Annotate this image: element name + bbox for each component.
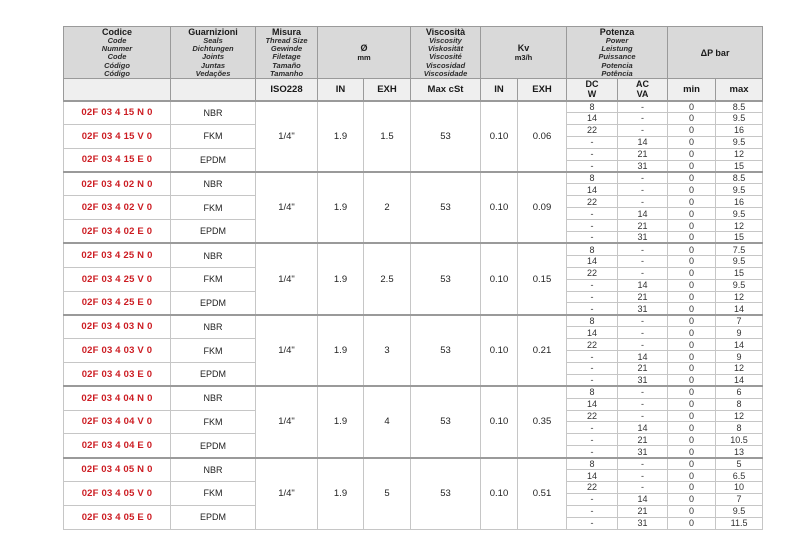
- header-lang-label: Viscosity: [429, 36, 462, 45]
- seal-material: EPDM: [171, 434, 256, 458]
- power-ac-va: -: [618, 470, 668, 482]
- subcol-header-iso228: ISO228: [256, 79, 318, 101]
- dp-min: 0: [668, 136, 716, 148]
- dp-max: 9.5: [716, 279, 763, 291]
- kv-exh: 0.09: [518, 172, 567, 243]
- dp-min: 0: [668, 374, 716, 386]
- kv-in: 0.10: [481, 386, 518, 457]
- header-unit: m3/h: [514, 53, 533, 62]
- power-dc-w: 14: [567, 327, 618, 339]
- viscosity-max-cst: 53: [411, 315, 481, 386]
- kv-in: 0.10: [481, 243, 518, 314]
- product-code: 02F 03 4 25 E 0: [64, 291, 171, 315]
- header-lang-label: Tamaño: [272, 60, 301, 70]
- power-ac-va: -: [618, 172, 668, 184]
- dp-max: 7: [716, 493, 763, 505]
- dp-min: 0: [668, 148, 716, 160]
- power-dc-w: 8: [567, 386, 618, 398]
- header-lang-label: Dichtungen: [192, 44, 234, 54]
- dp-max: 9.5: [716, 112, 763, 124]
- seal-material: NBR: [171, 243, 256, 267]
- dp-max: 9.5: [716, 505, 763, 517]
- header-row-main: [64, 27, 763, 79]
- diameter-exh: 2: [364, 172, 411, 243]
- header-lang-label: Potência: [601, 68, 633, 78]
- dp-min: 0: [668, 351, 716, 363]
- subcol-header-seals-empty: [171, 79, 256, 101]
- power-ac-va: -: [618, 243, 668, 255]
- diameter-in: 1.9: [318, 458, 364, 529]
- header-lang-label: Leistung: [601, 44, 633, 54]
- col-header-delta-p: [668, 27, 763, 79]
- dp-min: 0: [668, 112, 716, 124]
- dp-min: 0: [668, 220, 716, 232]
- header-lang-label: Gewinde: [270, 44, 303, 54]
- power-dc-w: -: [567, 446, 618, 458]
- power-dc-w: -: [567, 303, 618, 315]
- power-ac-va: -: [618, 196, 668, 208]
- header-title: ΔP bar: [700, 47, 730, 58]
- power-dc-w: -: [567, 279, 618, 291]
- power-ac-va: -: [618, 112, 668, 124]
- dp-max: 10.5: [716, 434, 763, 446]
- table-body: [64, 101, 763, 530]
- power-dc-w: 22: [567, 267, 618, 279]
- thread-size: 1/4": [256, 101, 318, 172]
- power-dc-w: -: [567, 160, 618, 172]
- power-ac-va: 21: [618, 505, 668, 517]
- subcol-header-diameter-exh: EXH: [364, 79, 411, 101]
- subcol-header-kv-in: IN: [481, 79, 518, 101]
- power-ac-va: 31: [618, 446, 668, 458]
- power-dc-w: -: [567, 517, 618, 529]
- dp-max: 7.5: [716, 243, 763, 255]
- dp-min: 0: [668, 267, 716, 279]
- power-ac-va: 31: [618, 517, 668, 529]
- diameter-in: 1.9: [318, 315, 364, 386]
- dp-min: 0: [668, 255, 716, 267]
- dp-max: 11.5: [716, 517, 763, 529]
- subcol-header-code-empty: [64, 79, 171, 101]
- header-lang-label: Potencia: [601, 60, 633, 70]
- power-ac-va: 14: [618, 493, 668, 505]
- dp-min: 0: [668, 458, 716, 470]
- seal-material: NBR: [171, 386, 256, 410]
- subcol-header-dp-min: min: [668, 79, 716, 101]
- power-dc-w: 8: [567, 243, 618, 255]
- product-code: 02F 03 4 05 N 0: [64, 458, 171, 482]
- power-ac-va: -: [618, 101, 668, 113]
- header-row-sub: [64, 79, 763, 101]
- dp-max: 9: [716, 351, 763, 363]
- power-ac-va: 14: [618, 136, 668, 148]
- power-dc-w: -: [567, 231, 618, 243]
- power-dc-w: 14: [567, 470, 618, 482]
- header-lang-label: Code: [107, 52, 127, 62]
- header-title: Codice: [101, 27, 132, 37]
- power-dc-w: 22: [567, 482, 618, 494]
- dp-max: 14: [716, 303, 763, 315]
- power-dc-w: 22: [567, 196, 618, 208]
- header-lang-label: Código: [104, 68, 130, 78]
- subcol-line: DC: [585, 79, 599, 90]
- dp-min: 0: [668, 315, 716, 327]
- subcol-line: AC: [636, 79, 650, 90]
- power-dc-w: 14: [567, 184, 618, 196]
- dp-max: 16: [716, 196, 763, 208]
- dp-max: 9.5: [716, 184, 763, 196]
- product-code: 02F 03 4 04 E 0: [64, 434, 171, 458]
- product-code: 02F 03 4 25 N 0: [64, 243, 171, 267]
- power-ac-va: 21: [618, 220, 668, 232]
- seal-material: EPDM: [171, 291, 256, 315]
- spec-row: [64, 172, 763, 184]
- power-ac-va: 31: [618, 231, 668, 243]
- power-dc-w: -: [567, 362, 618, 374]
- power-ac-va: -: [618, 327, 668, 339]
- dp-max: 9: [716, 327, 763, 339]
- power-ac-va: 21: [618, 434, 668, 446]
- product-code: 02F 03 4 15 E 0: [64, 148, 171, 172]
- dp-min: 0: [668, 493, 716, 505]
- header-lang-label: Vedações: [195, 68, 231, 78]
- header-title: Viscosità: [425, 27, 466, 37]
- header-lang-label: Power: [605, 36, 629, 45]
- spec-row: [64, 386, 763, 398]
- dp-min: 0: [668, 386, 716, 398]
- col-header-thread-size: [256, 27, 318, 79]
- dp-max: 7: [716, 315, 763, 327]
- subcol-header-dp-max: max: [716, 79, 763, 101]
- seal-material: NBR: [171, 458, 256, 482]
- dp-min: 0: [668, 398, 716, 410]
- power-dc-w: -: [567, 148, 618, 160]
- viscosity-max-cst: 53: [411, 101, 481, 172]
- col-header-seals: [171, 27, 256, 79]
- subcol-line: W: [587, 89, 597, 100]
- subcol-header-max-cst: Max cSt: [411, 79, 481, 101]
- power-dc-w: 22: [567, 410, 618, 422]
- header-title: Misura: [271, 27, 301, 37]
- dp-max: 12: [716, 410, 763, 422]
- product-code: 02F 03 4 05 V 0: [64, 482, 171, 506]
- power-dc-w: 14: [567, 112, 618, 124]
- dp-min: 0: [668, 279, 716, 291]
- viscosity-max-cst: 53: [411, 458, 481, 529]
- diameter-in: 1.9: [318, 172, 364, 243]
- diameter-exh: 2.5: [364, 243, 411, 314]
- dp-min: 0: [668, 124, 716, 136]
- seal-material: FKM: [171, 482, 256, 506]
- dp-max: 9.5: [716, 136, 763, 148]
- spec-row: [64, 243, 763, 255]
- power-dc-w: 22: [567, 124, 618, 136]
- power-ac-va: -: [618, 255, 668, 267]
- seal-material: NBR: [171, 172, 256, 196]
- spec-row: [64, 101, 763, 113]
- power-dc-w: -: [567, 136, 618, 148]
- kv-exh: 0.21: [518, 315, 567, 386]
- power-dc-w: 8: [567, 172, 618, 184]
- seal-material: EPDM: [171, 505, 256, 529]
- kv-exh: 0.15: [518, 243, 567, 314]
- header-title: Guarnizioni: [188, 27, 238, 37]
- dp-min: 0: [668, 101, 716, 113]
- power-dc-w: -: [567, 220, 618, 232]
- kv-in: 0.10: [481, 315, 518, 386]
- dp-min: 0: [668, 434, 716, 446]
- seal-material: NBR: [171, 101, 256, 125]
- dp-min: 0: [668, 243, 716, 255]
- dp-max: 9.5: [716, 255, 763, 267]
- dp-max: 6: [716, 386, 763, 398]
- dp-max: 14: [716, 339, 763, 351]
- viscosity-max-cst: 53: [411, 386, 481, 457]
- dp-max: 12: [716, 148, 763, 160]
- dp-max: 15: [716, 231, 763, 243]
- col-header-diameter: [318, 27, 411, 79]
- subcol-header-dc-w: [567, 79, 618, 101]
- header-title: Ø: [360, 43, 368, 53]
- dp-max: 8: [716, 422, 763, 434]
- dp-max: 16: [716, 124, 763, 136]
- viscosity-max-cst: 53: [411, 243, 481, 314]
- dp-max: 15: [716, 160, 763, 172]
- dp-max: 8: [716, 398, 763, 410]
- viscosity-max-cst: 53: [411, 172, 481, 243]
- power-dc-w: 14: [567, 398, 618, 410]
- product-code: 02F 03 4 25 V 0: [64, 267, 171, 291]
- kv-exh: 0.35: [518, 386, 567, 457]
- power-ac-va: 14: [618, 279, 668, 291]
- dp-min: 0: [668, 517, 716, 529]
- power-ac-va: 14: [618, 351, 668, 363]
- header-lang-label: Filetage: [272, 52, 301, 62]
- subcol-header-kv-exh: EXH: [518, 79, 567, 101]
- dp-min: 0: [668, 410, 716, 422]
- header-lang-label: Joints: [201, 52, 225, 62]
- seal-material: EPDM: [171, 220, 256, 244]
- spec-row: [64, 315, 763, 327]
- dp-max: 14: [716, 374, 763, 386]
- dp-max: 12: [716, 362, 763, 374]
- product-code: 02F 03 4 03 E 0: [64, 362, 171, 386]
- kv-exh: 0.51: [518, 458, 567, 529]
- kv-in: 0.10: [481, 458, 518, 529]
- product-code: 02F 03 4 03 V 0: [64, 339, 171, 363]
- dp-min: 0: [668, 422, 716, 434]
- power-dc-w: -: [567, 505, 618, 517]
- dp-max: 6.5: [716, 470, 763, 482]
- product-code: 02F 03 4 15 N 0: [64, 101, 171, 125]
- col-header-power: [567, 27, 668, 79]
- thread-size: 1/4": [256, 386, 318, 457]
- dp-min: 0: [668, 327, 716, 339]
- dp-max: 9.5: [716, 208, 763, 220]
- diameter-exh: 4: [364, 386, 411, 457]
- table-header: [64, 27, 763, 101]
- dp-min: 0: [668, 160, 716, 172]
- product-code: 02F 03 4 02 V 0: [64, 196, 171, 220]
- product-code: 02F 03 4 05 E 0: [64, 505, 171, 529]
- header-lang-label: Nummer: [101, 44, 133, 54]
- header-lang-label: Juntas: [200, 60, 226, 70]
- product-code: 02F 03 4 15 V 0: [64, 124, 171, 148]
- power-ac-va: 31: [618, 303, 668, 315]
- kv-exh: 0.06: [518, 101, 567, 172]
- seal-material: FKM: [171, 267, 256, 291]
- power-dc-w: -: [567, 208, 618, 220]
- power-ac-va: 21: [618, 362, 668, 374]
- power-dc-w: -: [567, 291, 618, 303]
- subcol-header-ac-va: [618, 79, 668, 101]
- spec-row: [64, 458, 763, 470]
- product-code: 02F 03 4 02 N 0: [64, 172, 171, 196]
- power-ac-va: -: [618, 315, 668, 327]
- power-ac-va: -: [618, 410, 668, 422]
- power-dc-w: -: [567, 493, 618, 505]
- diameter-in: 1.9: [318, 243, 364, 314]
- dp-min: 0: [668, 196, 716, 208]
- header-lang-label: Seals: [203, 36, 223, 45]
- seal-material: NBR: [171, 315, 256, 339]
- dp-min: 0: [668, 362, 716, 374]
- kv-in: 0.10: [481, 101, 518, 172]
- seal-material: FKM: [171, 124, 256, 148]
- header-lang-label: Thread Size: [265, 36, 308, 45]
- seal-material: FKM: [171, 196, 256, 220]
- dp-min: 0: [668, 446, 716, 458]
- col-header-kv: [481, 27, 567, 79]
- diameter-exh: 1.5: [364, 101, 411, 172]
- diameter-exh: 5: [364, 458, 411, 529]
- seal-material: EPDM: [171, 362, 256, 386]
- power-ac-va: -: [618, 267, 668, 279]
- power-dc-w: -: [567, 351, 618, 363]
- dp-min: 0: [668, 303, 716, 315]
- dp-max: 12: [716, 291, 763, 303]
- dp-max: 15: [716, 267, 763, 279]
- kv-in: 0.10: [481, 172, 518, 243]
- header-lang-label: Tamanho: [269, 68, 304, 78]
- thread-size: 1/4": [256, 458, 318, 529]
- header-lang-label: Código: [104, 60, 130, 70]
- power-dc-w: 8: [567, 315, 618, 327]
- seal-material: EPDM: [171, 148, 256, 172]
- product-code: 02F 03 4 04 V 0: [64, 410, 171, 434]
- dp-min: 0: [668, 482, 716, 494]
- dp-max: 8.5: [716, 172, 763, 184]
- diameter-in: 1.9: [318, 386, 364, 457]
- power-ac-va: -: [618, 482, 668, 494]
- header-lang-label: Code: [107, 36, 127, 45]
- thread-size: 1/4": [256, 243, 318, 314]
- dp-min: 0: [668, 339, 716, 351]
- header-lang-label: Viscosidade: [423, 68, 468, 78]
- dp-min: 0: [668, 291, 716, 303]
- subcol-header-diameter-in: IN: [318, 79, 364, 101]
- diameter-exh: 3: [364, 315, 411, 386]
- dp-max: 5: [716, 458, 763, 470]
- power-dc-w: 8: [567, 458, 618, 470]
- power-ac-va: 31: [618, 374, 668, 386]
- dp-max: 12: [716, 220, 763, 232]
- power-ac-va: -: [618, 339, 668, 351]
- power-ac-va: 14: [618, 208, 668, 220]
- header-unit: mm: [357, 53, 371, 62]
- thread-size: 1/4": [256, 315, 318, 386]
- header-lang-label: Viscosidad: [425, 60, 466, 70]
- dp-min: 0: [668, 231, 716, 243]
- dp-min: 0: [668, 208, 716, 220]
- power-dc-w: 22: [567, 339, 618, 351]
- power-ac-va: -: [618, 184, 668, 196]
- seal-material: FKM: [171, 339, 256, 363]
- power-dc-w: -: [567, 374, 618, 386]
- dp-min: 0: [668, 470, 716, 482]
- product-code: 02F 03 4 03 N 0: [64, 315, 171, 339]
- power-ac-va: 31: [618, 160, 668, 172]
- power-dc-w: -: [567, 434, 618, 446]
- valve-spec-table: [63, 26, 763, 530]
- product-code: 02F 03 4 02 E 0: [64, 220, 171, 244]
- dp-min: 0: [668, 505, 716, 517]
- power-ac-va: 21: [618, 148, 668, 160]
- power-ac-va: -: [618, 458, 668, 470]
- power-dc-w: 8: [567, 101, 618, 113]
- header-title: Kv: [517, 43, 530, 53]
- power-dc-w: 14: [567, 255, 618, 267]
- dp-min: 0: [668, 184, 716, 196]
- header-title: Potenza: [599, 27, 635, 37]
- power-ac-va: 14: [618, 422, 668, 434]
- col-header-viscosity: [411, 27, 481, 79]
- product-code: 02F 03 4 04 N 0: [64, 386, 171, 410]
- header-lang-label: Puissance: [598, 52, 636, 62]
- power-ac-va: -: [618, 398, 668, 410]
- power-dc-w: -: [567, 422, 618, 434]
- power-ac-va: 21: [618, 291, 668, 303]
- col-header-code: [64, 27, 171, 79]
- power-ac-va: -: [618, 124, 668, 136]
- seal-material: FKM: [171, 410, 256, 434]
- dp-min: 0: [668, 172, 716, 184]
- diameter-in: 1.9: [318, 101, 364, 172]
- thread-size: 1/4": [256, 172, 318, 243]
- header-lang-label: Viskosität Viscosité: [427, 44, 464, 62]
- subcol-line: VA: [636, 89, 649, 100]
- dp-max: 8.5: [716, 101, 763, 113]
- dp-max: 13: [716, 446, 763, 458]
- dp-max: 10: [716, 482, 763, 494]
- power-ac-va: -: [618, 386, 668, 398]
